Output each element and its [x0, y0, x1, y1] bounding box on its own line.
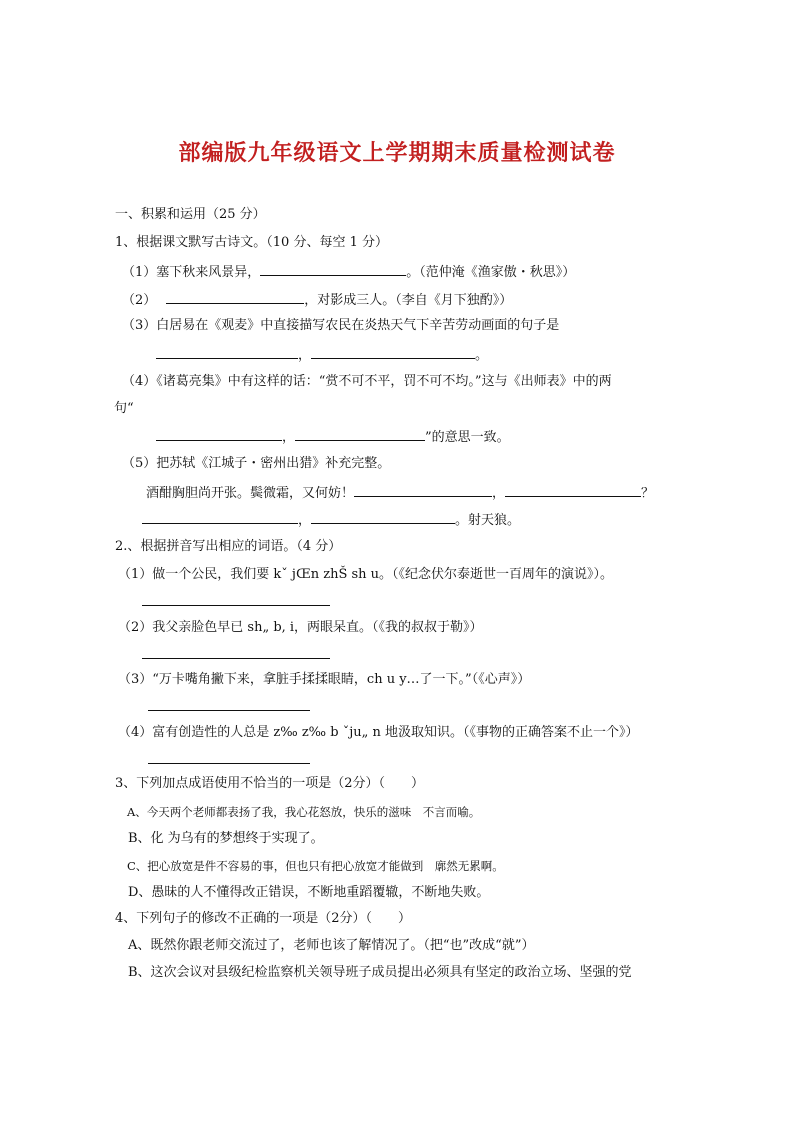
- q4-option-b: B、这次会议对县级纪检监察机关领导班子成员提出必须具有坚定的政治立场、坚强的党: [128, 965, 632, 980]
- answer-blank[interactable]: [148, 762, 310, 764]
- comma: ，: [298, 348, 312, 363]
- q1-item-4-suffix: ”的意思一致。: [425, 430, 510, 445]
- q3-option-c: C、把心放宽是件不容易的事，但也只有把心放宽才能做到 廓然无累啊。: [127, 859, 504, 873]
- question-3-stem: 3、下列加点成语使用不恰当的一项是（2分）（ ）: [115, 776, 425, 791]
- answer-blank[interactable]: [354, 483, 492, 497]
- answer-blank[interactable]: [156, 345, 298, 359]
- q4-option-a: A、既然你跟老师交流过了，老师也该了解情况了。（把“也”改成“就”）: [128, 938, 535, 953]
- q1-item-3: （3）白居易在《观麦》中直接描写农民在炎热天气下辛苦劳动画面的句子是: [122, 318, 560, 333]
- q1-item-1-prefix: （1）塞下秋来风景异，: [122, 265, 261, 280]
- q1-item-1-suffix: 。（范仲淹《渔家傲・秋思》）: [406, 265, 576, 280]
- q1-item-2: [122, 290, 512, 310]
- q1-item-5-line-2: [146, 483, 654, 503]
- answer-blank[interactable]: [156, 427, 282, 441]
- q1-item-4: （4）《诸葛亮集》中有这样的话：“赏不可不平，罚不可不均。”这与《出师表》中的两: [122, 374, 612, 389]
- q1-item-5-line-3: [142, 510, 520, 530]
- q3-option-b: B、化 为乌有的梦想终于实现了。: [128, 831, 324, 846]
- q2-item-1: （1）做一个公民，我们要 kˇ jŒn zhŠ sh u。（《纪念伏尔泰逝世一百周年的演说》）。: [118, 567, 614, 582]
- q3-option-a: A、今天两个老师都表扬了我，我心花怒放，快乐的滋味 不言而喻。: [127, 805, 481, 819]
- answer-blank[interactable]: [166, 290, 304, 304]
- answer-blank[interactable]: [142, 510, 298, 524]
- answer-blank[interactable]: [311, 510, 455, 524]
- answer-blank[interactable]: [505, 483, 641, 497]
- q2-item-2: （2）我父亲脸色早已 sh„ b, i，两眼呆直。（《我的叔叔于勒》）: [118, 620, 483, 635]
- q3-option-d: D、愚昧的人不懂得改正错误，不断地重蹈覆辙，不断地失败。: [128, 885, 490, 900]
- answer-blank[interactable]: [260, 262, 406, 276]
- question-mark: ？: [641, 486, 655, 501]
- section-heading: 一、积累和运用（25 分）: [115, 207, 266, 222]
- q2-item-3: （3）“万卡嘴角撇下来，拿脏手揉揉眼睛，ch u y…了一下。”（《心声》）: [118, 672, 531, 687]
- page-title: 部编版九年级语文上学期期末质量检测试卷: [178, 140, 616, 166]
- poem-text: 。射天狼。: [455, 513, 521, 528]
- q1-item-1: [122, 262, 575, 282]
- question-4-stem: 4、下列句子的修改不正确的一项是（2分）（ ）: [115, 911, 412, 926]
- q1-item-4-cont: 句“: [114, 401, 134, 416]
- q2-item-4: （4）富有创造性的人总是 z‰ z‰ b ˇju„ n 地汲取知识。（《事物的正确答案不止一个》）: [118, 725, 639, 740]
- comma: ，: [282, 430, 296, 445]
- comma: ，: [298, 513, 312, 528]
- q1-item-3-blanks: [156, 345, 488, 365]
- question-2-stem: 2.、根据拼音写出相应的词语。（4 分）: [115, 539, 342, 554]
- answer-blank[interactable]: [142, 657, 330, 659]
- poem-text: 酒酣胸胆尚开张。鬓微霜，又何妨！: [146, 486, 355, 501]
- answer-blank[interactable]: [142, 604, 330, 606]
- period: 。: [475, 348, 489, 363]
- comma: ，: [492, 486, 506, 501]
- answer-blank[interactable]: [148, 709, 310, 711]
- answer-blank[interactable]: [295, 427, 425, 441]
- q1-item-2-prefix: （2）: [122, 293, 157, 308]
- answer-blank[interactable]: [311, 345, 475, 359]
- q1-item-4-blanks: [156, 427, 510, 447]
- question-1-stem: 1、根据课文默写古诗文。（10 分、每空 1 分）: [115, 235, 388, 250]
- q1-item-2-suffix: ，对影成三人。（李自《月下独酌》）: [304, 293, 513, 308]
- q1-item-5: （5）把苏轼《江城子・密州出猎》补充完整。: [122, 456, 391, 471]
